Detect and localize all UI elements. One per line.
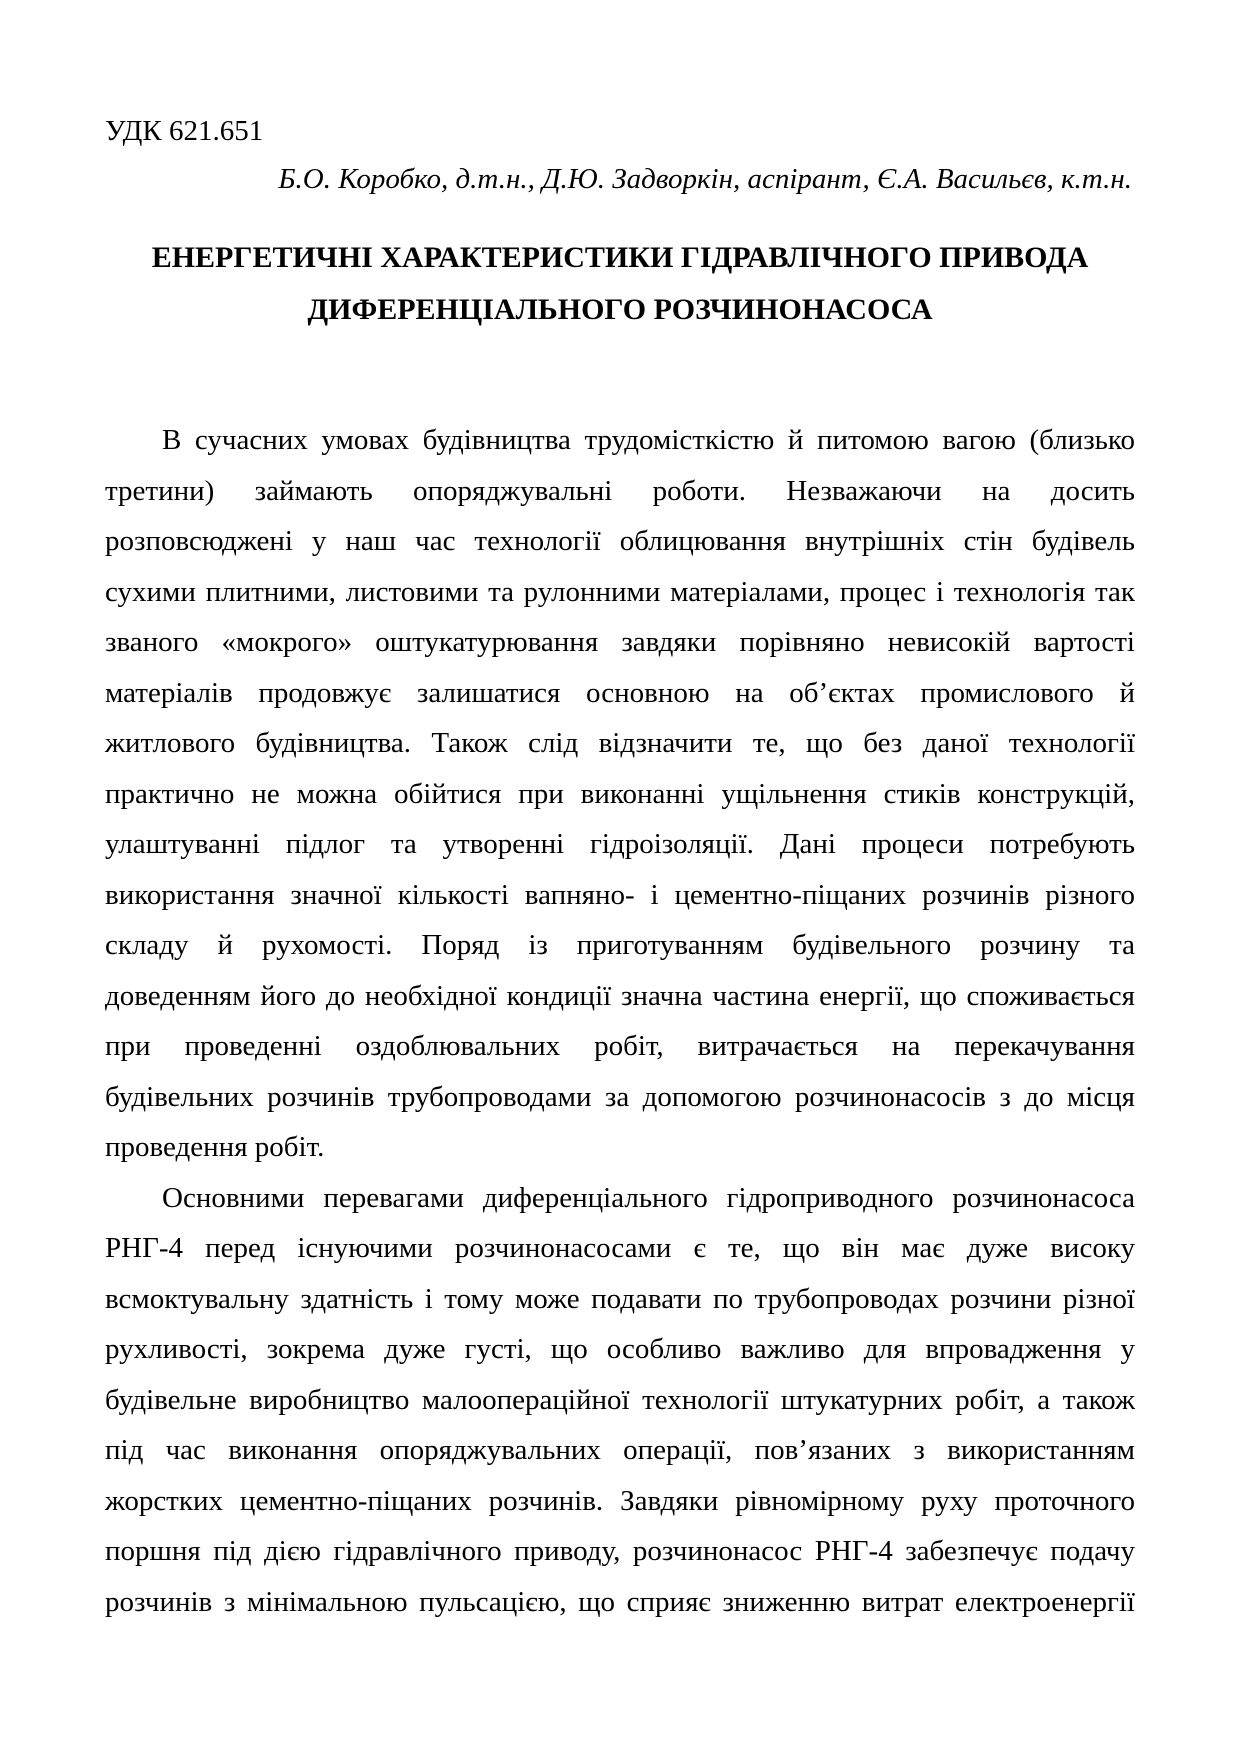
body-paragraph-2-line: під час виконання опоряджувальних операції, пов’язаних з використанням xyxy=(105,1434,1135,1466)
article-title-line-2: ДИФЕРЕНЦІАЛЬНОГО РОЗЧИНОНАСОСА xyxy=(307,293,933,326)
body-paragraph-1-line: В сучасних умовах будівництва трудомісткістю й питомою вагою (близько xyxy=(162,424,1135,456)
article-title xyxy=(105,232,1135,336)
body-paragraph-2-line: розчинів з мінімальною пульсацією, що сприяє зниженню витрат електроенергії xyxy=(105,1585,1135,1618)
article-title-line-1: ЕНЕРГЕТИЧНІ ХАРАКТЕРИСТИКИ ГІДРАВЛІЧНОГО ПРИВОДА xyxy=(151,241,1089,274)
body-paragraph-1-line: при проведенні оздоблювальних робіт, витрачається на перекачування xyxy=(105,1030,1135,1062)
body-paragraph-1-line: доведенням його до необхідної кондиції значна частина енергії, що споживається xyxy=(105,979,1135,1012)
authors-line: Б.О. Коробко, д.т.н., Д.Ю. Задворкін, аспірант, Є.А. Васильєв, к.т.н. xyxy=(278,163,1132,195)
body-paragraph-2-line: рухливості, зокрема дуже густі, що особливо важливо для впровадження у xyxy=(105,1333,1135,1365)
body-paragraph-1-line: будівельних розчинів трубопроводами за допомогою розчинонасосів з до місця xyxy=(105,1080,1135,1113)
body-paragraph-2-line: будівельне виробництво малоопераційної технології штукатурних робіт, а також xyxy=(105,1383,1135,1416)
body-paragraph-1-line: улаштуванні підлог та утворенні гідроізоляції. Дані процеси потребують xyxy=(105,828,1135,860)
body-paragraph-2-line: РНГ-4 перед існуючими розчинонасосами є те, що він має дуже високу xyxy=(105,1232,1135,1264)
body-paragraph-1-line: сухими плитними, листовими та рулонними матеріалами, процес і технологія так xyxy=(105,575,1135,608)
body-paragraph-1-line: практично не можна обійтися при виконанні ущільнення стиків конструкцій, xyxy=(105,777,1135,810)
body-paragraph-1-line: званого «мокрого» оштукатурювання завдяки порівняно невисокій вартості xyxy=(105,626,1135,658)
body-paragraph-2-line: жорстких цементно-піщаних розчинів. Завдяки рівномірному руху проточного xyxy=(105,1484,1135,1517)
body-paragraph-2-line: поршня під дією гідравлічного приводу, розчинонасос РНГ-4 забезпечує подачу xyxy=(105,1535,1135,1567)
body-paragraph-2-line: Основними перевагами диференціального гідроприводного розчинонасоса xyxy=(162,1181,1135,1214)
body-paragraph-1-line: матеріалів продовжує залишатися основною на об’єктах промислового й xyxy=(105,676,1135,709)
body-paragraph-1-line: складу й рухомості. Поряд із приготуванням будівельного розчину та xyxy=(105,929,1135,961)
body-paragraph-1-line: житлового будівництва. Також слід відзначити те, що без даної технології xyxy=(105,727,1135,759)
body-paragraph-1-line: використання значної кількості вапняно- і цементно-піщаних розчинів різного xyxy=(105,878,1135,911)
article-body xyxy=(105,415,1135,1627)
udc-code: УДК 621.651 xyxy=(105,115,264,147)
body-paragraph-1-line: третини) займають опоряджувальні роботи. Незважаючи на досить xyxy=(105,474,1135,507)
body-paragraph-1-line: проведення робіт. xyxy=(105,1131,325,1163)
body-paragraph-2-line: всмоктувальну здатність і тому може подавати по трубопроводах розчини різної xyxy=(105,1282,1135,1315)
body-paragraph-1-line: розповсюджені у наш час технології облицювання внутрішніх стін будівель xyxy=(105,525,1135,557)
